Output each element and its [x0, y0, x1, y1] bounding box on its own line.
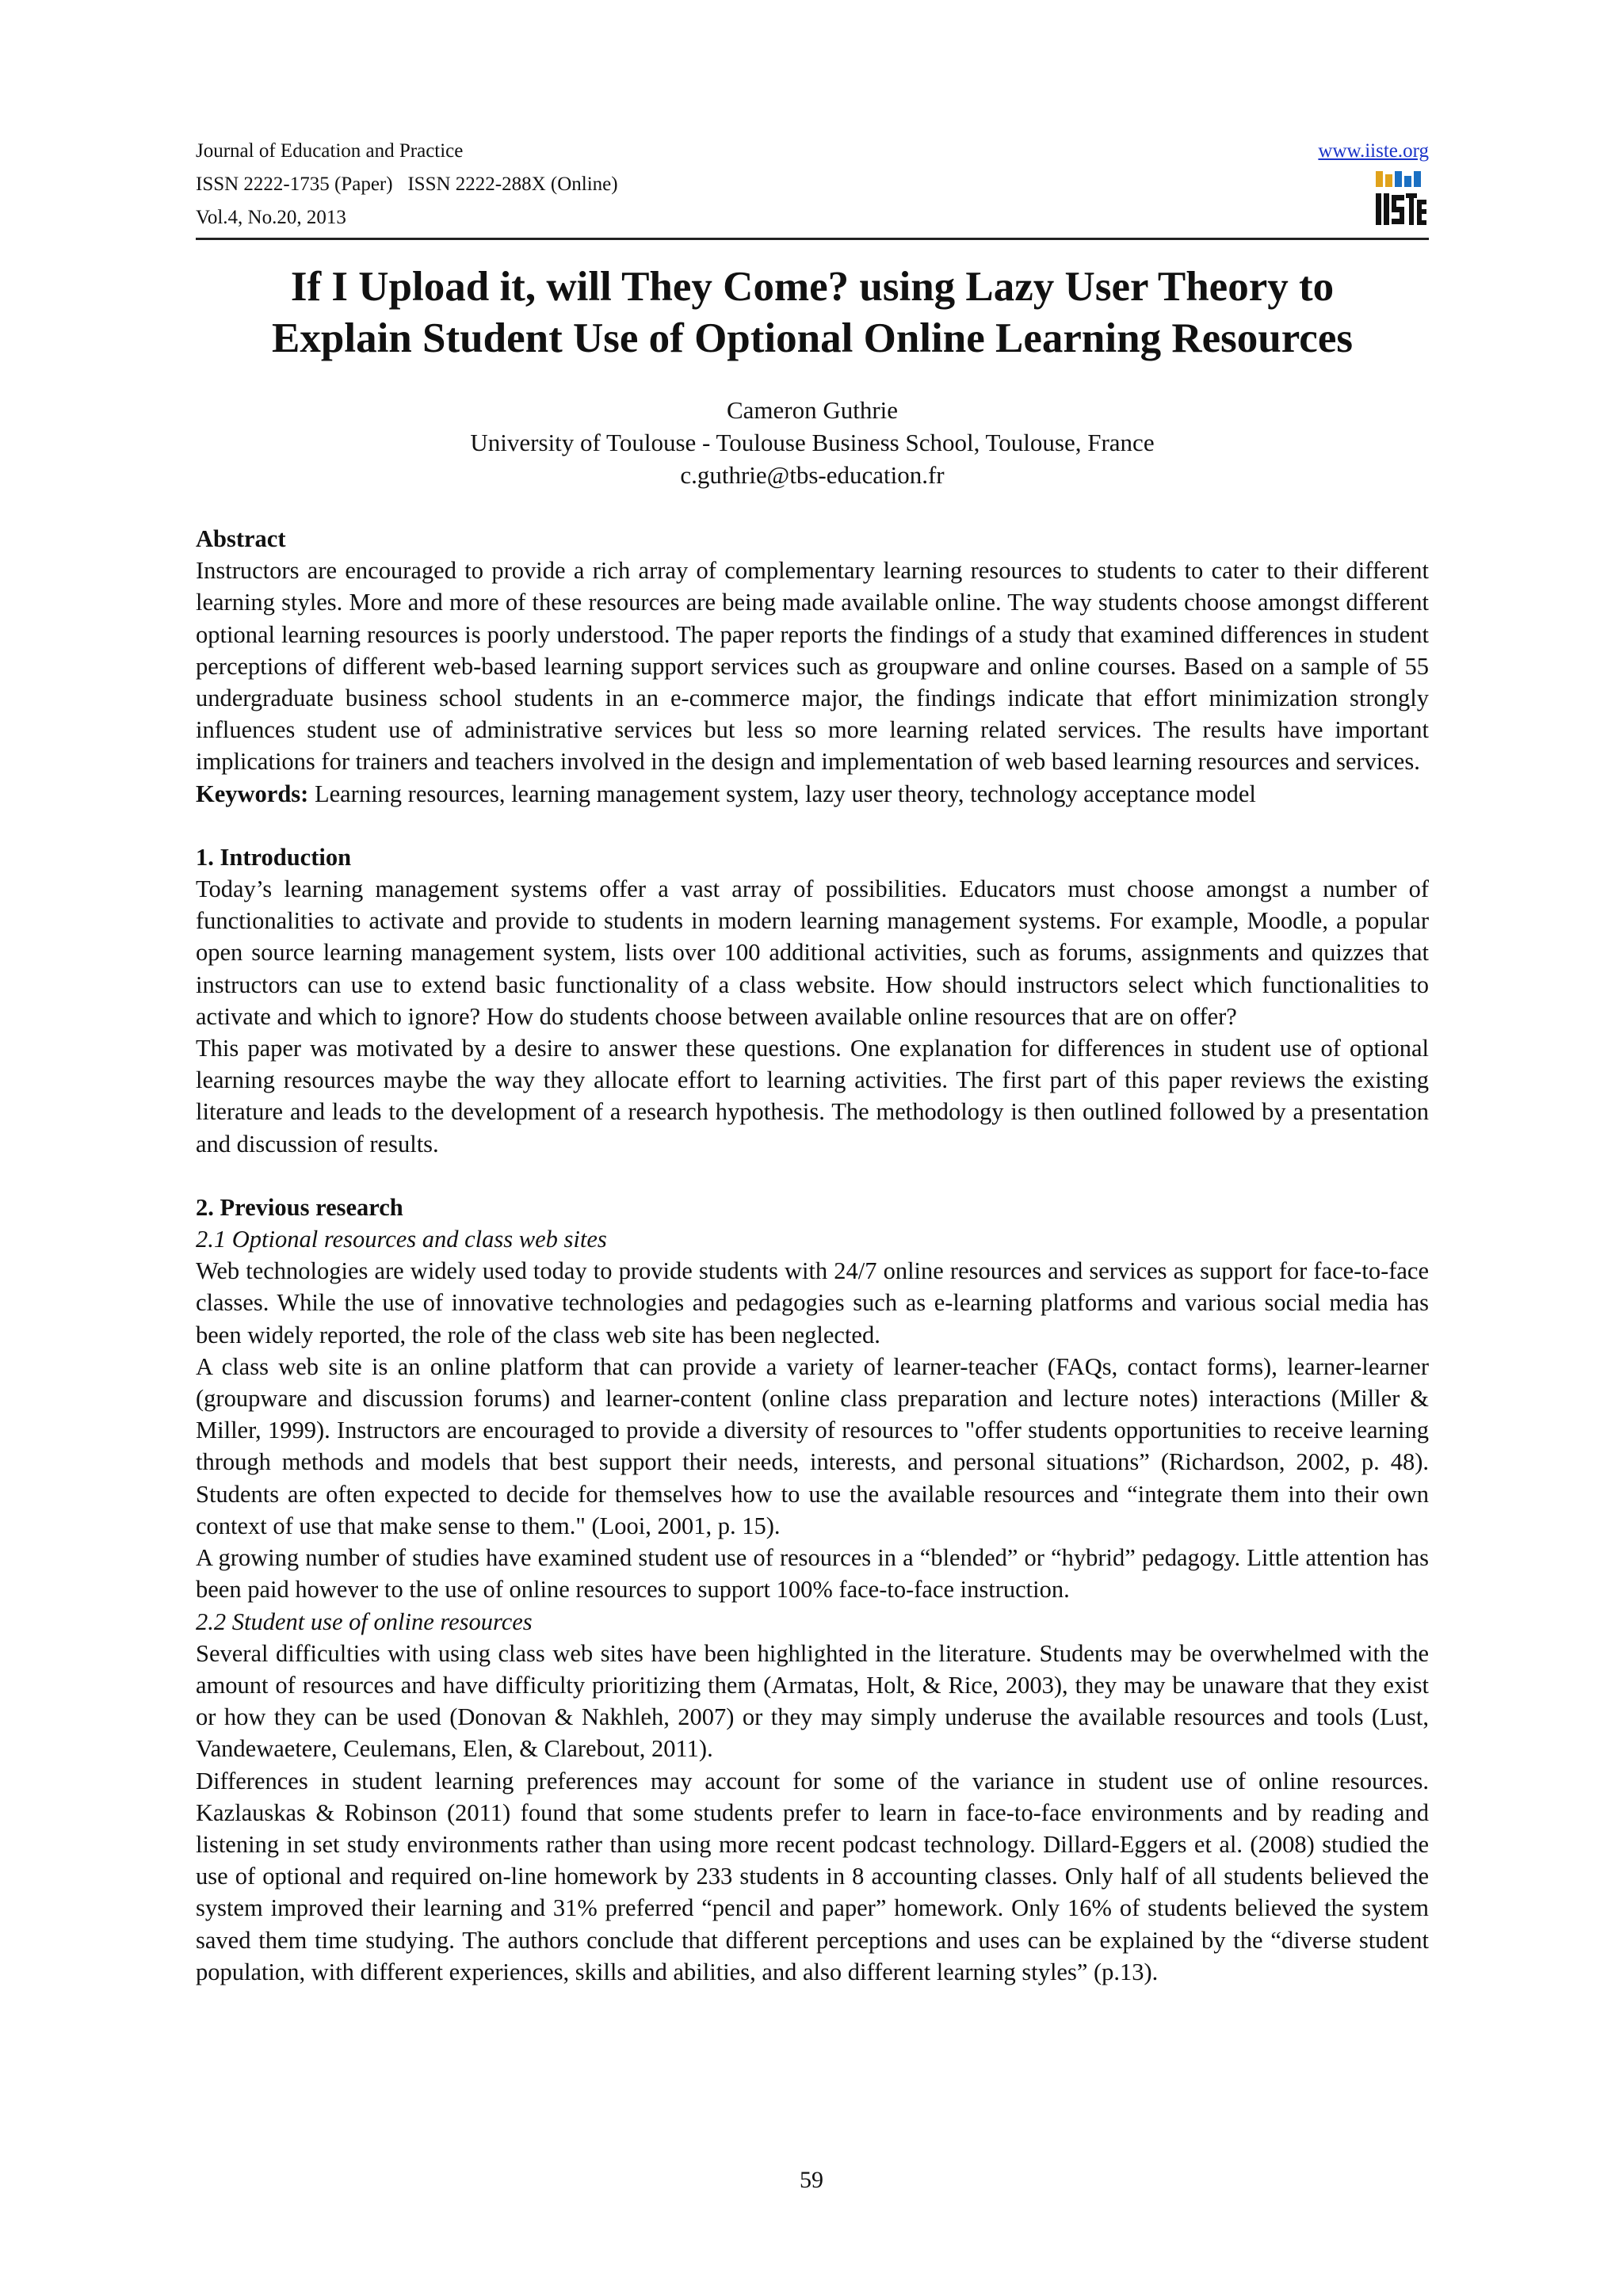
section-heading-introduction: 1. Introduction [196, 843, 352, 871]
author-affiliation: University of Toulouse - Toulouse Business School, Toulouse, France [470, 429, 1155, 456]
abstract-heading: Abstract [196, 525, 286, 552]
website-link[interactable]: www.iiste.org [1318, 140, 1429, 162]
journal-name: Journal of Education and Practice [196, 140, 464, 162]
keywords-text: Learning resources, learning management system, lazy user theory, technology acceptance model [308, 780, 1256, 807]
journal-issn: ISSN 2222-1735 (Paper) ISSN 2222-288X (Online) [196, 174, 618, 195]
author-name: Cameron Guthrie [726, 396, 899, 424]
paper-body [196, 523, 1429, 1988]
title-line-1: If I Upload it, will They Come? using Lazy User Theory to [290, 264, 1335, 310]
page-number: 59 [800, 2167, 823, 2193]
keywords-label: Keywords: [196, 780, 309, 807]
iiste-logo-icon [1374, 170, 1428, 227]
keywords-line [196, 778, 1429, 810]
paragraph: Web technologies are widely used today to provide students with 24/7 online resources and services as support for face-to-face classes. While the use of innovative technologies and pedagogies such as e-learning platforms and various social media has been widely reported, the role of the class web site has been neglected. [196, 1257, 1429, 1348]
section-heading-previous-research: 2. Previous research [196, 1193, 403, 1221]
paragraph: A growing number of studies have examined student use of resources in a “blended” or “hybrid” pedagogy. Little attention has been paid however to the use of online resources to support 100% face-to-face instruction. [196, 1544, 1429, 1604]
subsection-heading: 2.2 Student use of online resources [196, 1608, 533, 1635]
paragraph: A class web site is an online platform that can provide a variety of learner-teacher (FAQs, contact forms), learner-learner (groupware and discussion forums) and learner-content (online class preparation and lecture notes) interactions (Miller & Miller, 1999). Instructors are encouraged to provide a diversity of resources to "offer students opportunities to receive learning through methods and models that best support their needs, interests, and personal situations” (Richardson, 2002, p. 48). Students are often expected to decide for themselves how to use the available resources and “integrate them into their own context of use that make sense to them." (Looi, 2001, p. 15). [196, 1352, 1429, 1539]
title-line-2: Explain Student Use of Optional Online Learning Resources [272, 315, 1353, 361]
header-rule [196, 238, 1429, 240]
paragraph: This paper was motivated by a desire to answer these questions. One explanation for differences in student use of optional learning resources maybe the way they allocate effort to learning activities. The first part of this paper reviews the existing literature and leads to the development of a research hypothesis. The methodology is then outlined followed by a presentation and discussion of results. [196, 1035, 1429, 1158]
author-block [196, 394, 1429, 491]
paragraph: Today’s learning management systems offer a vast array of possibilities. Educators must choose amongst a number of functionalities to activate and provide to students in modern learning management systems. For example, Moodle, a popular open source learning management system, lists over 100 additional activities, such as forums, assignments and quizzes that instructors can use to extend basic functionality of a class website. How should instructors select which functionalities to activate and which to ignore? How do students choose between available online resources that are on offer? [196, 875, 1429, 1030]
abstract-text: Instructors are encouraged to provide a rich array of complementary learning resources to students to cater to their different learning styles. More and more of these resources are being made available online. The way students choose amongst different optional learning resources is poorly understood. The paper reports the findings of a study that examined differences in student perceptions of different web-based learning support services such as groupware and online courses. Based on a sample of 55 undergraduate business school students in an e-commerce major, the findings indicate that effort minimization strongly influences student use of administrative services but less so more learning related services. The results have important implications for trainers and teachers involved in the design and implementation of web based learning resources and services. [196, 557, 1429, 776]
paper-title [196, 261, 1429, 364]
journal-volume: Vol.4, No.20, 2013 [196, 207, 346, 228]
journal-header [196, 135, 618, 235]
paragraph: Several difficulties with using class web sites have been highlighted in the literature. Students may be overwhelmed with the amount of resources and have difficulty prioritizing them (Armatas, Holt, & Rice, 2003), they may be unaware that they exist or how they can be used (Donovan & Nakhleh, 2007) or they may simply underuse the available resources and tools (Lust, Vandewaetere, Ceulemans, Elen, & Clarebout, 2011). [196, 1639, 1429, 1763]
author-email: c.guthrie@tbs-education.fr [680, 461, 945, 489]
paragraph: Differences in student learning preferences may account for some of the variance in student use of online resources. Kazlauskas & Robinson (2011) found that some students prefer to learn in face-to-face environments and by reading and listening in set study environments rather than using more recent podcast technology. Dillard-Eggers et al. (2008) studied the use of optional and required on-line homework by 233 students in 8 accounting classes. Only half of all students believed the system improved their learning and 31% preferred “pencil and paper” homework. Only 16% of students believed the system saved them time studying. The authors conclude that different perceptions and uses can be explained by the “diverse student population, with different experiences, skills and abilities, and also different learning styles” (p.13). [196, 1767, 1429, 1985]
subsection-heading: 2.1 Optional resources and class web sites [196, 1226, 607, 1253]
